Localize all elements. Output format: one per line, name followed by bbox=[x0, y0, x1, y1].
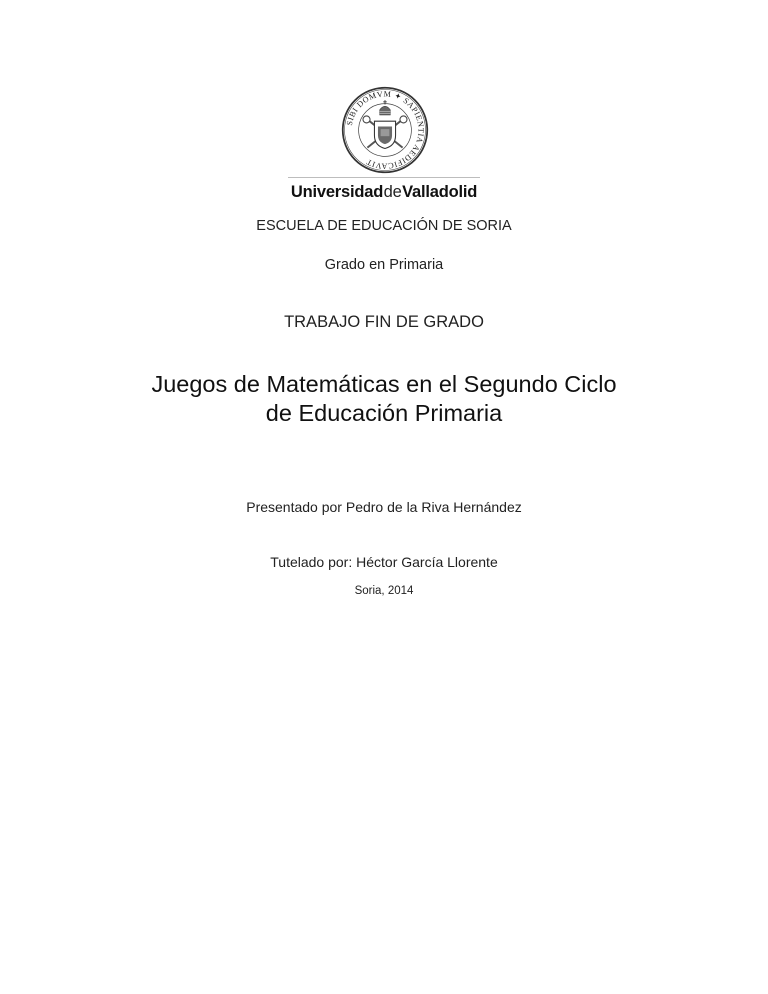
wordmark-universidad: Universidad bbox=[290, 183, 384, 201]
title-line-2: de Educación Primaria bbox=[265, 400, 503, 426]
document-type: TRABAJO FIN DE GRADO bbox=[284, 313, 484, 331]
school-name: ESCUELA DE EDUCACIÓN DE SORIA bbox=[256, 218, 512, 234]
wordmark-de: de bbox=[383, 183, 402, 201]
document-title bbox=[0, 370, 768, 428]
svg-text:SIBI DOMVM ✦ SAPIENTIA AEDIFIC: SIBI DOMVM ✦ SAPIENTIA AEDIFICAVIT bbox=[344, 89, 426, 171]
tutor-line: Tutelado por: Héctor García Llorente bbox=[270, 554, 498, 570]
title-line-1: Juegos de Matemáticas en el Segundo Ciclo bbox=[151, 371, 617, 397]
header-divider bbox=[288, 177, 480, 178]
author-line: Presentado por Pedro de la Riva Hernández bbox=[246, 499, 522, 515]
university-seal-icon bbox=[341, 86, 429, 174]
wordmark-valladolid: Valladolid bbox=[402, 183, 478, 201]
university-wordmark bbox=[0, 183, 768, 202]
place-date: Soria, 2014 bbox=[354, 585, 414, 597]
degree-name: Grado en Primaria bbox=[324, 257, 444, 273]
